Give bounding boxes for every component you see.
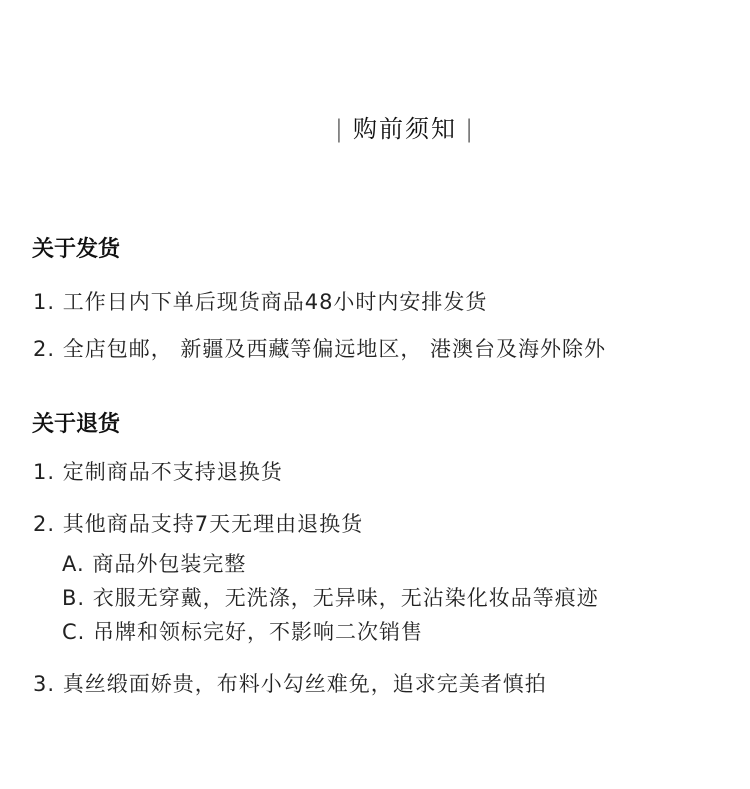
- returns-note: 3. 真丝缎面娇贵，布料小勾丝难免，追求完美者慎拍: [33, 672, 547, 696]
- returns-heading: 关于退货: [32, 412, 121, 437]
- shipping-item-2: 2. 全店包邮， 新疆及西藏等偏远地区， 港澳台及海外除外: [33, 337, 607, 361]
- shipping-heading: 关于发货: [32, 237, 121, 262]
- returns-condition-a: A. 商品外包装完整: [62, 552, 247, 576]
- shipping-item-1: 1. 工作日内下单后现货商品48小时内安排发货: [33, 290, 488, 314]
- title-bar-left: |: [334, 115, 345, 143]
- title-text: 购前须知: [353, 115, 457, 143]
- returns-item-1: 1. 定制商品不支持退换货: [33, 460, 283, 484]
- returns-condition-b: B. 衣服无穿戴，无洗涤，无异味，无沾染化妆品等痕迹: [62, 586, 599, 610]
- returns-item-2: 2. 其他商品支持7天无理由退换货: [33, 512, 364, 536]
- returns-condition-c: C. 吊牌和领标完好，不影响二次销售: [62, 620, 424, 644]
- page-title: [0, 109, 750, 144]
- title-bar-right: |: [465, 115, 476, 143]
